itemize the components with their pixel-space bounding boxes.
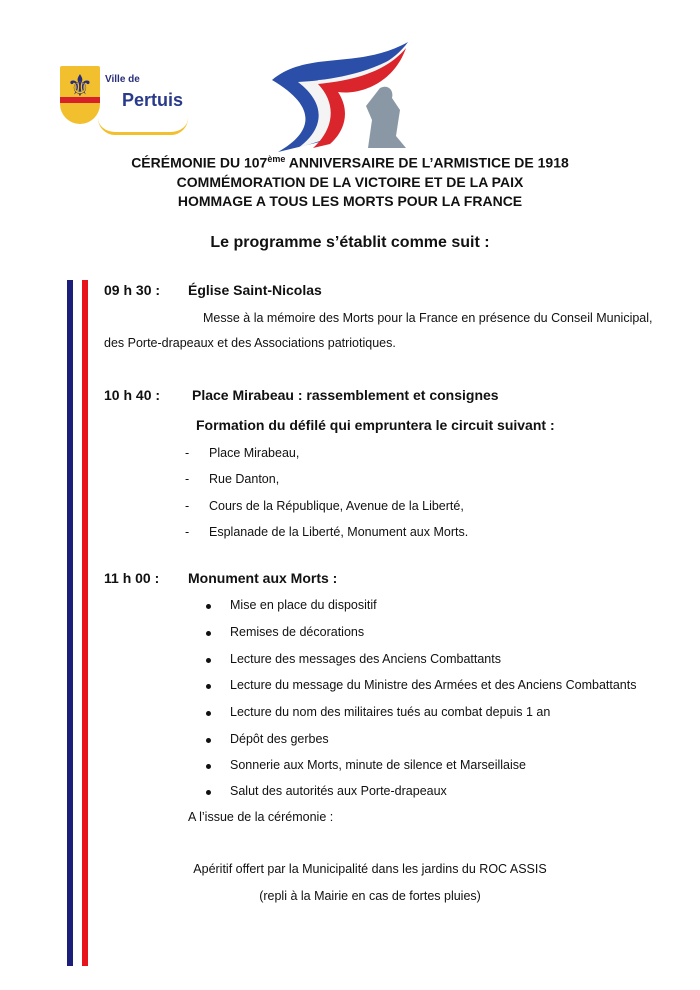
bullet-item: Mise en place du dispositif [212, 598, 377, 612]
coat-of-arms-icon: ⚜ [60, 66, 100, 124]
bullet-item: Lecture du message du Ministre des Armées et des Anciens Combattants [212, 678, 636, 692]
after-ceremony: A l’issue de la cérémonie : [188, 810, 334, 824]
tricolor-ribbon-soldier-emblem [268, 40, 416, 152]
s1-text2: des Porte-drapeaux et des Associations patriotiques. [104, 336, 396, 350]
aperitif-text: Apéritif offert par la Municipalité dans les jardins du ROC ASSIS [193, 862, 547, 876]
ceremony-title: CÉRÉMONIE DU 107ème ANNIVERSAIRE DE L’ARMISTICE DE 1918 COMMÉMORATION DE LA VICTOIRE ET DE LA PAIX HOMMAGE A TOUS LES MORTS POUR LA FRANCE [131, 154, 569, 209]
time-1040: 10 h 40 : [104, 387, 161, 403]
place-eglise: Église Saint-Nicolas [188, 282, 322, 298]
place-mirabeau: Place Mirabeau : rassemblement et consignes [192, 387, 499, 403]
bullet-item: Lecture du nom des militaires tués au combat depuis 1 an [212, 705, 550, 719]
bullet-item: Remises de décorations [212, 625, 364, 639]
bullet-item: Dépôt des gerbes [212, 732, 329, 746]
route-item: - Esplanade de la Liberté, Monument aux Morts. [185, 525, 469, 539]
time-0930: 09 h 30 : [104, 282, 161, 298]
logo-pertuis: Pertuis [122, 90, 184, 110]
bullet-item: Salut des autorités aux Porte-drapeaux [212, 784, 447, 798]
ville-de-pertuis-logo [58, 66, 188, 136]
s1-text1: Messe à la mémoire des Morts pour la France en présence du Conseil Municipal, [203, 311, 653, 325]
repli-text: (repli à la Mairie en cas de fortes pluies) [259, 889, 481, 903]
logo-ville-de: Ville de [105, 74, 140, 85]
route-item: - Cours de la République, Avenue de la Liberté, [185, 499, 464, 513]
place-monument: Monument aux Morts : [188, 570, 338, 586]
bullet-item: Lecture des messages des Anciens Combattants [212, 652, 501, 666]
route-item: - Place Mirabeau, [185, 446, 300, 460]
formation-heading: Formation du défilé qui empruntera le circuit suivant : [196, 417, 555, 433]
route-item: - Rue Danton, [185, 472, 280, 486]
bullet-item: Sonnerie aux Morts, minute de silence et Marseillaise [212, 758, 526, 772]
time-1100: 11 h 00 : [104, 570, 160, 586]
programme-subtitle: Le programme s’établit comme suit : [210, 234, 490, 251]
